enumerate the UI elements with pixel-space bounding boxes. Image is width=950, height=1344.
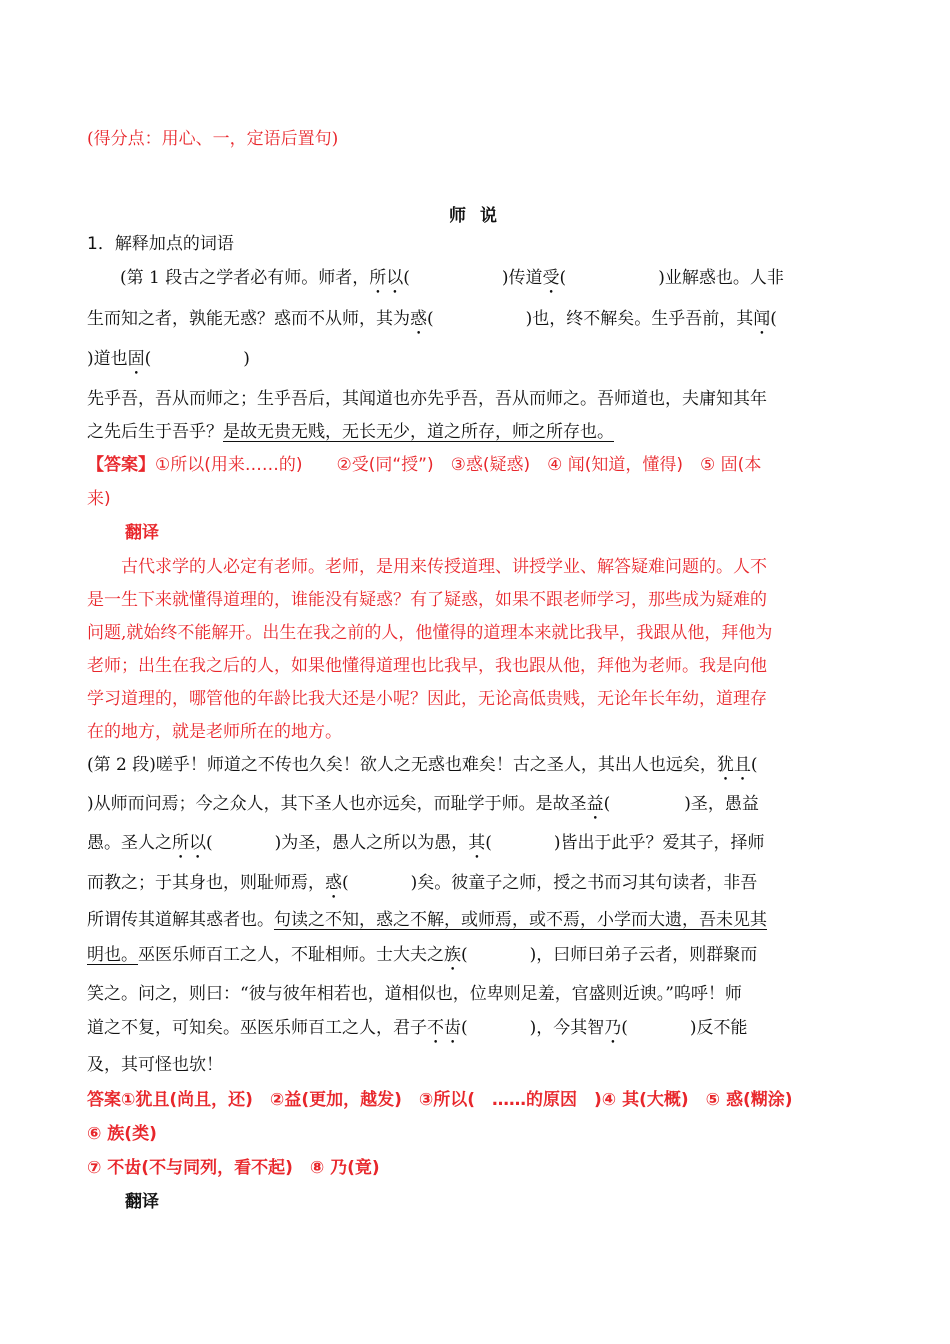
emphasized-word: 族 [444, 945, 461, 965]
q1-translation-line: 在的地方，就是老师所在的地方。 [87, 722, 342, 742]
q2-answer-line-1: 答案①犹且(尚且，还) ②益(更加，越发) ③所以( ……的原因 )④ 其(大概) ⑤ 惑(糊涂) [87, 1090, 793, 1110]
q1-paragraph-line-5: 之先后生于吾乎？是故无贵无贱，无长无少，道之所存，师之所存也。 [87, 422, 614, 442]
q1-paragraph-line-4: 先乎吾，吾从而师之；生乎吾后，其闻道也亦先乎吾，吾从而师之。吾师道也，夫庸知其年 [87, 389, 767, 409]
emphasized-word: 益 [586, 794, 604, 814]
emphasized-word: 所以 [369, 268, 404, 288]
emphasized-word: 乃 [604, 1018, 622, 1038]
answer-label: 【答案】 [87, 455, 155, 475]
q1-answer-line-2: 来) [87, 489, 111, 509]
emphasized-word: 犹且 [716, 755, 751, 775]
q2-translation-label: 翻译 [125, 1192, 159, 1212]
underlined-sentence: 明也。 [87, 945, 138, 965]
emphasized-word: 其 [468, 833, 486, 853]
q1-paragraph-line-2: 生而知之者，孰能无惑？惑而不从师，其为惑( )也，终不解矣。生乎吾前，其闻( [87, 309, 777, 329]
q2-paragraph-line-2: )从师而问焉；今之众人，其下圣人也亦远矣，而耻学于师。是故圣益( )圣，愚益 [87, 794, 759, 814]
q1-paragraph-line-1: (第 1 段古之学者必有师。师者，所以( )传道受( )业解惑也。人非 [120, 268, 784, 288]
underlined-sentence: 句读之不知，惑之不解，或师焉，或不焉，小学而大遗，吾未见其 [274, 910, 767, 930]
q1-translation-line: 问题,就始终不能解开。出生在我之前的人，他懂得的道理本来就比我早，我跟从他，拜他为 [87, 623, 773, 643]
emphasized-word: 所以 [172, 833, 206, 853]
q1-paragraph-line-3: )道也固( ) [87, 349, 250, 369]
emphasized-word: 不齿 [427, 1018, 461, 1038]
q1-answer-line-1: 【答案】①所以(用来……的) ②受(同“授”) ③惑(疑惑) ④ 闻(知道，懂得) ⑤ 固(本 [87, 455, 762, 475]
q2-paragraph-line-3: 愚。圣人之所以( )为圣，愚人之所以为愚，其( )皆出于此乎？爱其子，择师 [87, 833, 765, 853]
q1-translation-line: 学习道理的，哪管他的年龄比我大还是小呢？因此，无论高低贵贱，无论年长年幼，道理存 [87, 689, 767, 709]
q2-paragraph-line-7: 笑之。问之，则曰：“彼与彼年相若也，道相似也，位卑则足羞，官盛则近谀。”呜呼！师 [87, 984, 742, 1004]
q2-answer-line-3: ⑦ 不齿(不与同列，看不起) ⑧ 乃(竟) [87, 1158, 380, 1178]
emphasized-word: 惑 [325, 873, 342, 893]
emphasized-word: 惑 [410, 309, 427, 329]
underlined-sentence: 是故无贵无贱，无长无少，道之所存，师之所存也。 [223, 422, 614, 442]
q2-paragraph-line-1: (第 2 段)嗟乎！师道之不传也久矣！欲人之无惑也难矣！古之圣人，其出人也远矣，犹且( [87, 755, 758, 775]
score-note: (得分点：用心、一，定语后置句) [87, 129, 339, 149]
page-title: 师 说 [449, 206, 501, 226]
q2-paragraph-line-8: 道之不复，可知矣。巫医乐师百工之人，君子不齿( )，今其智乃( )反不能 [87, 1018, 748, 1038]
question-1-heading: 1．解释加点的词语 [87, 234, 234, 254]
q1-translation-line: 是一生下来就懂得道理的，谁能没有疑惑？有了疑惑，如果不跟老师学习，那些成为疑难的 [87, 590, 767, 610]
q2-paragraph-line-6: 明也。巫医乐师百工之人，不耻相师。士大夫之族( )，曰师曰弟子云者，则群聚而 [87, 945, 758, 965]
emphasized-word: 闻 [753, 309, 771, 329]
q2-paragraph-line-9: 及，其可怪也欤！ [87, 1055, 223, 1075]
q2-paragraph-line-4: 而教之；于其身也，则耻师焉，惑( )矣。彼童子之师，授之书而习其句读者，非吾 [87, 873, 758, 893]
q2-answer-line-2: ⑥ 族(类) [87, 1124, 157, 1144]
q1-translation-label: 翻译 [125, 523, 159, 543]
q2-paragraph-line-5: 所谓传其道解其惑者也。句读之不知，惑之不解，或师焉，或不焉，小学而大遗，吾未见其 [87, 910, 767, 930]
q1-translation-line: 老师；出生在我之后的人，如果他懂得道理也比我早，我也跟从他，拜他为老师。我是向他 [87, 656, 767, 676]
emphasized-word: 固 [127, 349, 145, 369]
q1-translation-line: 古代求学的人必定有老师。老师，是用来传授道理、讲授学业、解答疑难问题的。人不 [87, 557, 767, 577]
emphasized-word: 受 [542, 268, 560, 288]
